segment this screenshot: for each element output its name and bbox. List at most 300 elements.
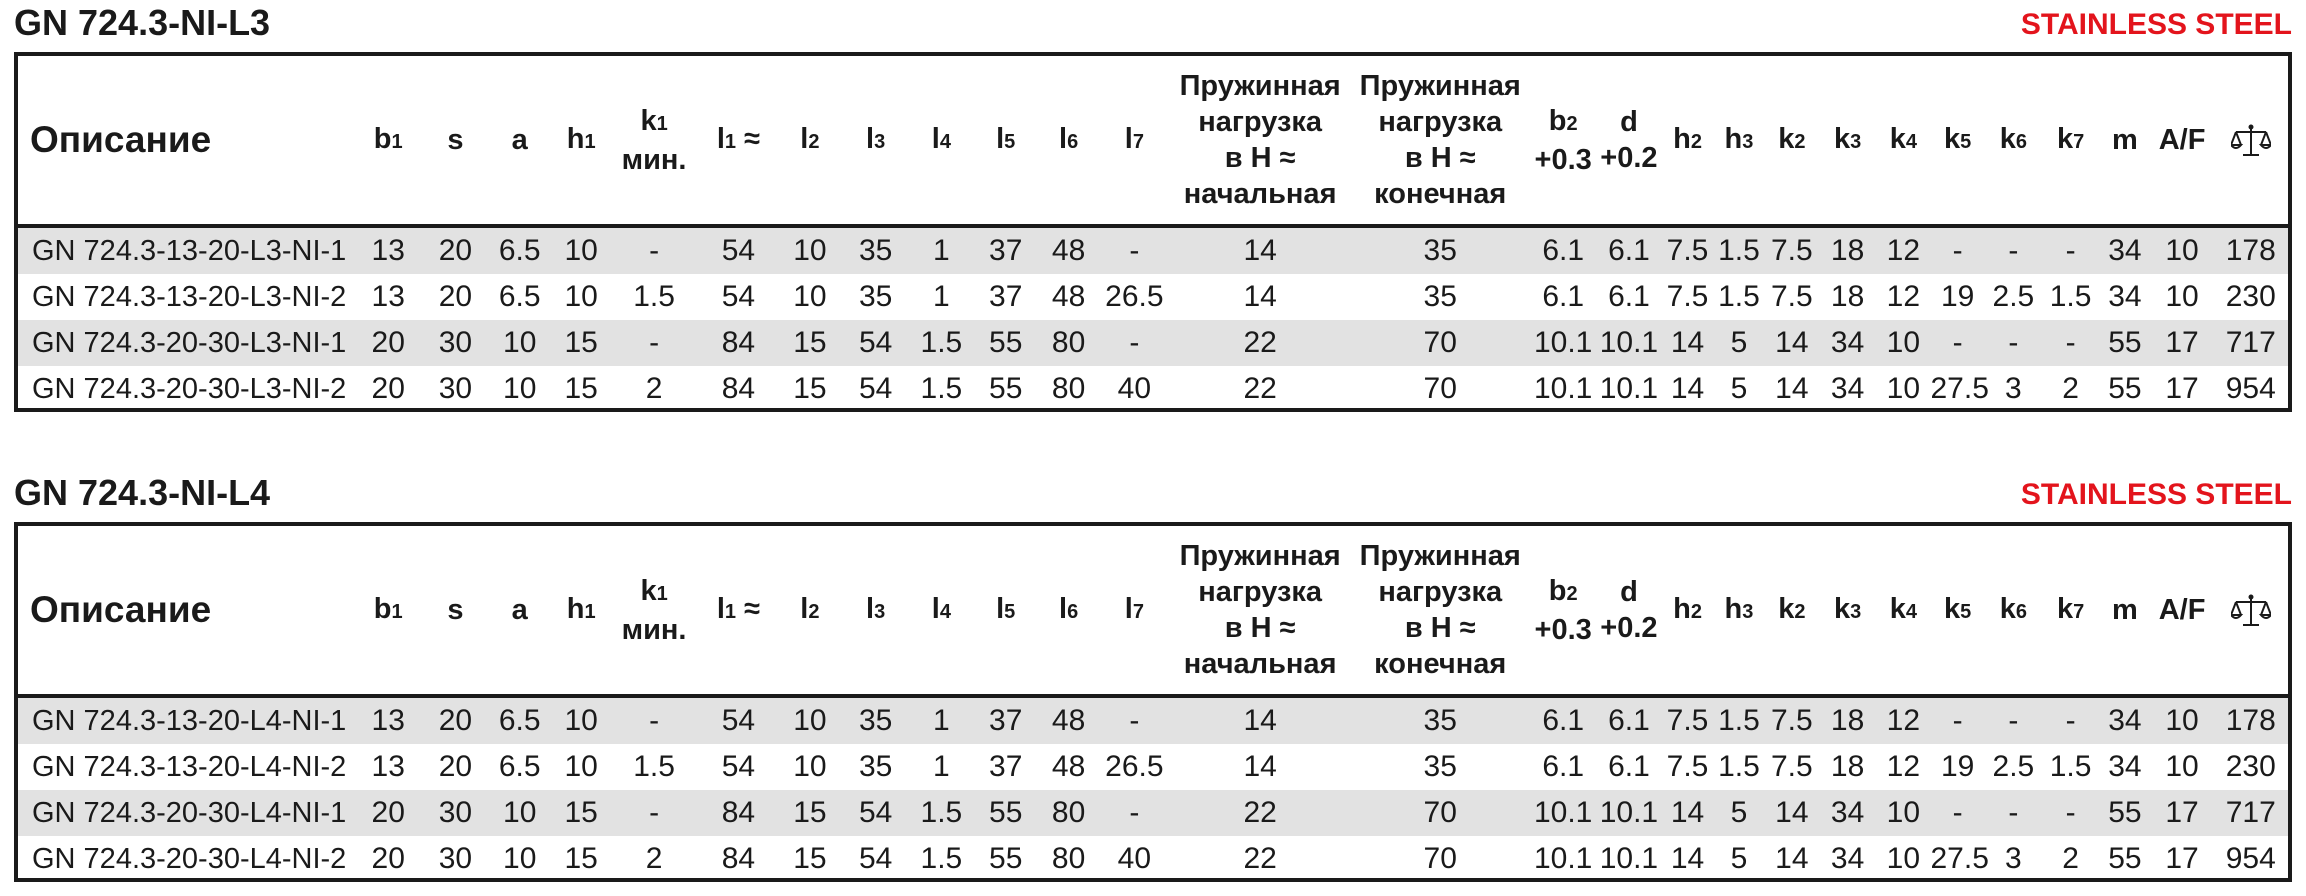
description-cell: GN 724.3-13-20-L4-NI-1 bbox=[18, 696, 352, 744]
value-cell: 6.1 bbox=[1542, 280, 1585, 313]
header-subscript: 1 bbox=[584, 600, 596, 623]
value-cell: 15 bbox=[564, 372, 598, 405]
value-cell: - bbox=[1931, 320, 1985, 366]
value-cell: - bbox=[2042, 320, 2099, 366]
header-label: l bbox=[800, 592, 809, 625]
value-cell: 37 bbox=[973, 696, 1039, 744]
value-cell: 1.5 bbox=[2049, 750, 2092, 783]
header-label: s bbox=[447, 594, 464, 626]
header-subscript: 7 bbox=[1132, 600, 1144, 623]
column-header bbox=[424, 526, 487, 696]
value-cell: 14 bbox=[1243, 750, 1277, 783]
section-header bbox=[14, 470, 2292, 520]
description-cell: GN 724.3-20-30-L4-NI-1 bbox=[18, 790, 352, 836]
value-cell: 35 bbox=[1423, 280, 1457, 313]
column-header bbox=[1039, 56, 1099, 226]
column-header bbox=[487, 56, 553, 226]
header-label: Описание bbox=[30, 589, 212, 630]
column-header bbox=[553, 526, 610, 696]
description-cell: GN 724.3-13-20-L3-NI-1 bbox=[18, 226, 352, 274]
header-label: k bbox=[1944, 122, 1961, 155]
column-header bbox=[1099, 56, 1170, 226]
column-header bbox=[1713, 56, 1764, 226]
column-header bbox=[1765, 526, 1819, 696]
column-header bbox=[610, 56, 699, 226]
header-subscript: 2 bbox=[808, 600, 820, 623]
header-label: l bbox=[1059, 122, 1068, 155]
value-cell: 6.1 bbox=[1596, 226, 1662, 274]
header-label: l bbox=[866, 122, 875, 155]
column-header bbox=[553, 56, 610, 226]
value-cell: 20 bbox=[424, 696, 487, 744]
spec-table bbox=[18, 526, 2288, 882]
value-cell: 7.5 bbox=[1771, 750, 1813, 783]
header-approx: ≈ bbox=[736, 592, 760, 625]
value-cell: 178 bbox=[2214, 226, 2289, 274]
header-line: в Н ≈ bbox=[1404, 612, 1476, 644]
value-cell: 1 bbox=[933, 280, 950, 313]
column-header bbox=[1170, 56, 1350, 226]
description-cell: GN 724.3-20-30-L3-NI-2 bbox=[32, 372, 347, 405]
header-subscript: 2 bbox=[1794, 600, 1806, 623]
header-label: l bbox=[931, 122, 940, 155]
header-subscript: 7 bbox=[2073, 600, 2085, 623]
column-header bbox=[2151, 526, 2214, 696]
column-header bbox=[1713, 526, 1764, 696]
value-cell: 1 bbox=[933, 750, 950, 783]
header-label: h bbox=[1724, 122, 1743, 155]
value-cell: 84 bbox=[721, 842, 756, 875]
value-cell: 6.1 bbox=[1596, 696, 1662, 744]
value-cell: 37 bbox=[989, 280, 1023, 313]
value-cell: - bbox=[610, 696, 699, 744]
header-approx: ≈ bbox=[736, 122, 760, 155]
description-cell: GN 724.3-20-30-L4-NI-2 bbox=[32, 842, 347, 875]
value-cell: 2.5 bbox=[1992, 750, 2035, 783]
value-cell: 37 bbox=[973, 226, 1039, 274]
value-cell: 2 bbox=[2062, 842, 2079, 875]
value-cell: 80 bbox=[1039, 320, 1099, 366]
value-cell: 34 bbox=[1819, 790, 1876, 836]
value-cell: 15 bbox=[793, 372, 827, 405]
value-cell: 80 bbox=[1051, 842, 1086, 875]
value-cell: 5 bbox=[1713, 320, 1764, 366]
value-cell: 15 bbox=[778, 790, 841, 836]
value-cell: 20 bbox=[352, 320, 423, 366]
value-cell: 10 bbox=[553, 696, 610, 744]
value-cell: 5 bbox=[1730, 372, 1748, 405]
header-label: k bbox=[640, 574, 657, 607]
header-line: +0.3 bbox=[1534, 143, 1592, 176]
header-label: b bbox=[1548, 104, 1567, 137]
header-line: в Н ≈ bbox=[1404, 142, 1476, 174]
value-cell: 10.1 bbox=[1533, 842, 1593, 875]
header-label: k bbox=[1778, 122, 1795, 155]
value-cell: 14 bbox=[1662, 320, 1713, 366]
value-cell: 10 bbox=[793, 750, 827, 783]
value-cell: 26.5 bbox=[1105, 750, 1164, 783]
value-cell: 10 bbox=[793, 280, 827, 313]
value-cell: 14 bbox=[1170, 696, 1350, 744]
value-cell: 13 bbox=[371, 750, 405, 783]
value-cell: 20 bbox=[438, 280, 473, 313]
column-header bbox=[1662, 526, 1713, 696]
value-cell: 1 bbox=[910, 226, 973, 274]
header-label: a bbox=[511, 124, 528, 156]
value-cell: - bbox=[610, 790, 699, 836]
value-cell: 14 bbox=[1765, 320, 1819, 366]
header-label: d bbox=[1620, 576, 1638, 608]
value-cell: 10 bbox=[553, 226, 610, 274]
section-l4 bbox=[14, 470, 2292, 875]
value-cell: - bbox=[1985, 320, 2042, 366]
value-cell: 30 bbox=[424, 320, 487, 366]
value-cell: 84 bbox=[698, 790, 778, 836]
value-cell: 10 bbox=[1876, 790, 1930, 836]
column-header bbox=[698, 526, 778, 696]
value-cell: 3 bbox=[2005, 842, 2022, 875]
header-subscript: 4 bbox=[939, 600, 951, 623]
header-subscript: 1 bbox=[724, 130, 737, 153]
value-cell: 1.5 bbox=[2049, 280, 2092, 313]
value-cell: 18 bbox=[1830, 750, 1865, 783]
value-cell: 55 bbox=[989, 372, 1023, 405]
table-row bbox=[18, 320, 2288, 366]
value-cell: 55 bbox=[2099, 320, 2150, 366]
column-header bbox=[18, 526, 352, 696]
value-cell: 230 bbox=[2225, 280, 2276, 313]
value-cell: 70 bbox=[1350, 320, 1530, 366]
header-label: h bbox=[1673, 592, 1691, 625]
value-cell: 12 bbox=[1886, 280, 1921, 313]
table-row bbox=[18, 744, 2288, 790]
spec-table-box bbox=[14, 52, 2292, 412]
value-cell: 54 bbox=[721, 750, 756, 783]
header-subscript: 4 bbox=[1905, 130, 1917, 153]
header-label: h bbox=[1724, 592, 1743, 625]
column-header bbox=[1765, 56, 1819, 226]
value-cell: 10 bbox=[487, 320, 553, 366]
header-label: Пружинная bbox=[1359, 540, 1521, 572]
column-header bbox=[2042, 56, 2099, 226]
value-cell: 26.5 bbox=[1105, 280, 1164, 313]
value-cell: 7.5 bbox=[1771, 280, 1813, 313]
value-cell: - bbox=[2042, 790, 2099, 836]
value-cell: 54 bbox=[698, 696, 778, 744]
header-subscript: 1 bbox=[656, 112, 668, 135]
value-cell: 7.5 bbox=[1662, 696, 1713, 744]
column-header bbox=[1876, 526, 1930, 696]
column-header bbox=[1985, 526, 2042, 696]
value-cell: 54 bbox=[841, 320, 910, 366]
column-header bbox=[424, 56, 487, 226]
column-header bbox=[2099, 56, 2150, 226]
value-cell: 10.1 bbox=[1533, 372, 1593, 405]
header-label: l bbox=[931, 592, 940, 625]
column-header bbox=[698, 56, 778, 226]
value-cell: 55 bbox=[2108, 842, 2142, 875]
header-line: начальная bbox=[1183, 648, 1337, 680]
value-cell: 18 bbox=[1819, 696, 1876, 744]
header-line: +0.3 bbox=[1534, 613, 1592, 646]
column-header bbox=[1931, 56, 1985, 226]
value-cell: 34 bbox=[2108, 280, 2142, 313]
header-line: в Н ≈ bbox=[1224, 612, 1296, 644]
section-l3 bbox=[14, 0, 2292, 405]
value-cell: 35 bbox=[1350, 226, 1530, 274]
column-header bbox=[2099, 526, 2150, 696]
header-line: начальная bbox=[1183, 178, 1337, 210]
column-header bbox=[973, 56, 1039, 226]
header-subscript: 2 bbox=[1690, 130, 1702, 153]
value-cell: 35 bbox=[858, 280, 893, 313]
value-cell: 70 bbox=[1423, 372, 1457, 405]
header-label: k bbox=[2056, 122, 2074, 155]
header-subscript: 5 bbox=[1960, 130, 1972, 153]
value-cell: - bbox=[1931, 790, 1985, 836]
value-cell: 10.1 bbox=[1530, 320, 1596, 366]
value-cell: 2 bbox=[2062, 372, 2079, 405]
value-cell: 22 bbox=[1243, 372, 1277, 405]
header-subscript: 1 bbox=[584, 130, 596, 153]
value-cell: 10 bbox=[487, 790, 553, 836]
column-header bbox=[2214, 56, 2289, 226]
value-cell: 7.5 bbox=[1666, 280, 1709, 313]
value-cell: 2.5 bbox=[1992, 280, 2035, 313]
value-cell: 178 bbox=[2214, 696, 2289, 744]
column-header bbox=[1596, 56, 1662, 226]
header-row bbox=[18, 56, 2288, 226]
table-row bbox=[18, 790, 2288, 836]
value-cell: 35 bbox=[1423, 750, 1457, 783]
header-label: k bbox=[2056, 592, 2074, 625]
column-header bbox=[2214, 526, 2289, 696]
value-cell: 55 bbox=[2099, 790, 2150, 836]
header-line: нагрузка bbox=[1198, 576, 1323, 608]
header-label: A/F bbox=[2158, 594, 2206, 626]
header-subscript: 3 bbox=[874, 130, 886, 153]
value-cell: 54 bbox=[698, 226, 778, 274]
value-cell: 10 bbox=[2165, 280, 2199, 313]
header-label: k bbox=[1999, 592, 2016, 625]
value-cell: 10 bbox=[1876, 320, 1930, 366]
value-cell: 55 bbox=[989, 842, 1023, 875]
value-cell: 15 bbox=[778, 320, 841, 366]
value-cell: - bbox=[1099, 320, 1170, 366]
value-cell: 6.5 bbox=[487, 696, 553, 744]
material-label: STAINLESS STEEL bbox=[2020, 8, 2292, 41]
column-header bbox=[352, 526, 423, 696]
section-header bbox=[14, 0, 2292, 50]
value-cell: 34 bbox=[2099, 696, 2150, 744]
value-cell: 12 bbox=[1886, 750, 1921, 783]
value-cell: 10.1 bbox=[1599, 842, 1659, 875]
value-cell: 14 bbox=[1662, 790, 1713, 836]
header-label: l bbox=[716, 592, 725, 625]
value-cell: 6.5 bbox=[498, 280, 541, 313]
value-cell: 54 bbox=[841, 790, 910, 836]
column-header bbox=[910, 56, 973, 226]
header-label: b bbox=[373, 122, 392, 155]
column-header bbox=[1170, 526, 1350, 696]
value-cell: - bbox=[2042, 226, 2099, 274]
value-cell: 70 bbox=[1350, 790, 1530, 836]
header-subscript: 2 bbox=[808, 130, 820, 153]
value-cell: 37 bbox=[989, 750, 1023, 783]
header-subscript: 6 bbox=[2015, 130, 2028, 153]
value-cell: 20 bbox=[424, 226, 487, 274]
value-cell: 34 bbox=[1830, 842, 1865, 875]
value-cell: 13 bbox=[352, 226, 423, 274]
header-label: l bbox=[800, 122, 809, 155]
column-header bbox=[1350, 56, 1530, 226]
value-cell: 22 bbox=[1170, 790, 1350, 836]
value-cell: 55 bbox=[973, 320, 1039, 366]
header-subscript: 5 bbox=[1960, 600, 1972, 623]
value-cell: 18 bbox=[1819, 226, 1876, 274]
header-subscript: 6 bbox=[2015, 600, 2028, 623]
value-cell: - bbox=[1099, 696, 1170, 744]
value-cell: 10.1 bbox=[1530, 790, 1596, 836]
header-line: нагрузка bbox=[1378, 576, 1503, 608]
value-cell: 1.5 bbox=[910, 320, 973, 366]
value-cell: 13 bbox=[352, 696, 423, 744]
value-cell: 14 bbox=[1170, 226, 1350, 274]
value-cell: 84 bbox=[721, 372, 756, 405]
value-cell: 1.5 bbox=[920, 842, 963, 875]
value-cell: 34 bbox=[1819, 320, 1876, 366]
value-cell: 14 bbox=[1775, 372, 1809, 405]
value-cell: 17 bbox=[2151, 790, 2214, 836]
header-subscript: 4 bbox=[939, 130, 951, 153]
column-header bbox=[1530, 526, 1596, 696]
value-cell: 15 bbox=[553, 790, 610, 836]
header-subscript: 2 bbox=[1566, 112, 1578, 135]
header-subscript: 5 bbox=[1004, 600, 1016, 623]
header-label: h bbox=[566, 122, 585, 155]
header-label: Пружинная bbox=[1179, 540, 1341, 572]
value-cell: 1.5 bbox=[633, 750, 675, 783]
header-label: m bbox=[2111, 124, 2138, 156]
header-label: b bbox=[1548, 574, 1567, 607]
value-cell: 1.5 bbox=[1718, 280, 1760, 313]
value-cell: 40 bbox=[1117, 372, 1152, 405]
value-cell: 10 bbox=[2151, 226, 2214, 274]
value-cell: 48 bbox=[1039, 226, 1099, 274]
column-header bbox=[910, 526, 973, 696]
value-cell: 80 bbox=[1039, 790, 1099, 836]
value-cell: 10 bbox=[2165, 750, 2199, 783]
value-cell: 10 bbox=[1886, 372, 1921, 405]
column-header bbox=[2151, 56, 2214, 226]
header-label: l bbox=[996, 592, 1005, 625]
column-header bbox=[778, 526, 841, 696]
column-header bbox=[1099, 526, 1170, 696]
column-header bbox=[1876, 56, 1930, 226]
header-subscript: 1 bbox=[391, 600, 403, 623]
section-title: GN 724.3-NI-L3 bbox=[14, 2, 271, 43]
scale-icon bbox=[2231, 593, 2271, 629]
value-cell: - bbox=[1931, 696, 1985, 744]
spec-table bbox=[18, 56, 2288, 412]
header-label: k bbox=[1999, 122, 2016, 155]
material-label: STAINLESS STEEL bbox=[2020, 478, 2292, 511]
table-row bbox=[18, 366, 2288, 412]
value-cell: 48 bbox=[1051, 280, 1086, 313]
value-cell: 17 bbox=[2165, 842, 2199, 875]
value-cell: 3 bbox=[2005, 372, 2022, 405]
header-label: s bbox=[447, 124, 464, 156]
value-cell: 1.5 bbox=[920, 372, 963, 405]
value-cell: 34 bbox=[2108, 750, 2142, 783]
value-cell: 13 bbox=[371, 280, 405, 313]
value-cell: 10 bbox=[1886, 842, 1921, 875]
column-header bbox=[841, 526, 910, 696]
column-header bbox=[1530, 56, 1596, 226]
value-cell: 17 bbox=[2165, 372, 2199, 405]
value-cell: 22 bbox=[1243, 842, 1277, 875]
value-cell: 34 bbox=[1830, 372, 1865, 405]
value-cell: - bbox=[1099, 790, 1170, 836]
value-cell: 10.1 bbox=[1596, 320, 1662, 366]
header-label: b bbox=[373, 592, 392, 625]
value-cell: 10 bbox=[778, 226, 841, 274]
header-line: мин. bbox=[621, 143, 687, 176]
value-cell: 20 bbox=[371, 842, 405, 875]
description-cell: GN 724.3-13-20-L3-NI-2 bbox=[32, 280, 347, 313]
value-cell: - bbox=[1099, 226, 1170, 274]
header-line: нагрузка bbox=[1378, 106, 1503, 138]
table-row bbox=[18, 274, 2288, 320]
table-row bbox=[18, 226, 2288, 274]
header-subscript: 6 bbox=[1067, 600, 1079, 623]
value-cell: 17 bbox=[2151, 320, 2214, 366]
column-header bbox=[352, 56, 423, 226]
value-cell: 22 bbox=[1170, 320, 1350, 366]
value-cell: 12 bbox=[1876, 696, 1930, 744]
value-cell: 7.5 bbox=[1765, 696, 1819, 744]
value-cell: 30 bbox=[424, 790, 487, 836]
value-cell: 10.1 bbox=[1596, 790, 1662, 836]
header-subscript: 2 bbox=[1794, 130, 1806, 153]
value-cell: 954 bbox=[2225, 842, 2276, 875]
header-subscript: 1 bbox=[724, 600, 737, 623]
header-line: конечная bbox=[1374, 648, 1507, 680]
value-cell: 230 bbox=[2225, 750, 2276, 783]
header-line: нагрузка bbox=[1198, 106, 1323, 138]
header-label: k bbox=[1833, 592, 1851, 625]
header-subscript: 3 bbox=[1850, 600, 1862, 623]
header-row bbox=[18, 526, 2288, 696]
value-cell: 54 bbox=[858, 842, 893, 875]
value-cell: 27.5 bbox=[1930, 372, 1989, 405]
scale-icon bbox=[2231, 123, 2271, 159]
header-subscript: 3 bbox=[1742, 130, 1754, 153]
table-row bbox=[18, 696, 2288, 744]
value-cell: 2 bbox=[645, 372, 663, 405]
section-title: GN 724.3-NI-L4 bbox=[14, 472, 271, 513]
value-cell: 14 bbox=[1670, 372, 1705, 405]
value-cell: 6.1 bbox=[1542, 750, 1585, 783]
column-header bbox=[1819, 56, 1876, 226]
header-label: k bbox=[1833, 122, 1851, 155]
value-cell: 15 bbox=[553, 320, 610, 366]
description-cell: GN 724.3-20-30-L3-NI-1 bbox=[18, 320, 352, 366]
header-label: k bbox=[1778, 592, 1795, 625]
header-line: в Н ≈ bbox=[1224, 142, 1296, 174]
header-subscript: 5 bbox=[1004, 130, 1016, 153]
value-cell: 35 bbox=[841, 696, 910, 744]
